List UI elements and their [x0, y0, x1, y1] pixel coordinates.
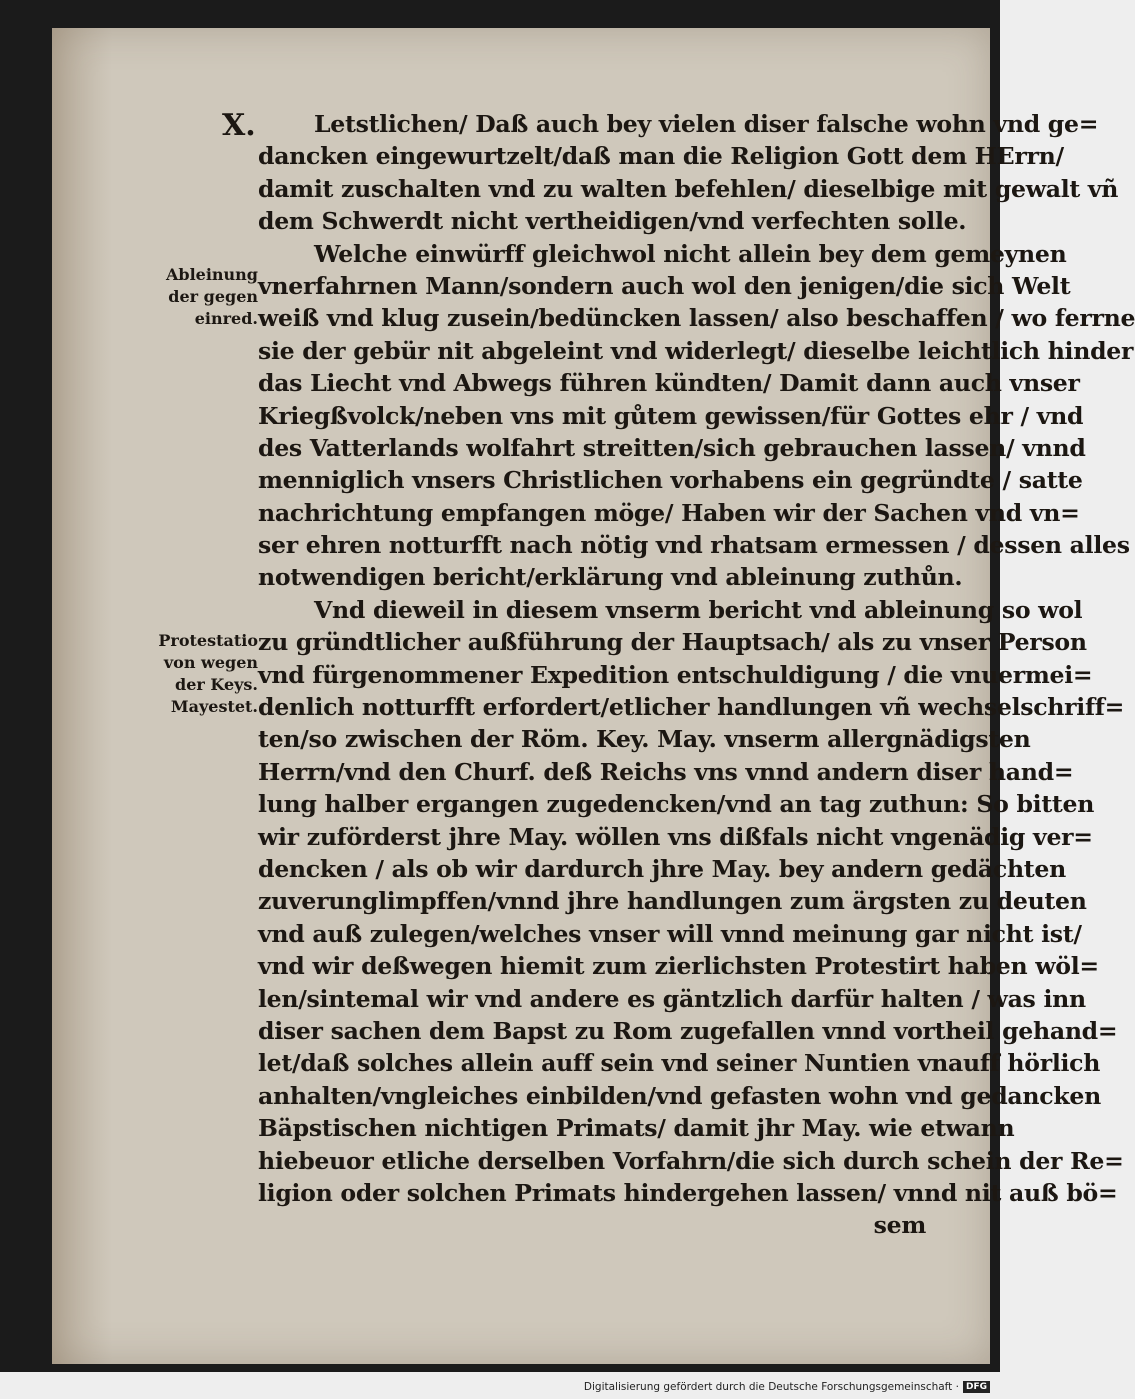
footer-text: Digitalisierung gefördert durch die Deutsche Forschungsgemeinschaft ·: [583, 1381, 959, 1393]
text-line: ser ehren notturfft nach nötig vnd rhatsam ermessen / dessen alles: [258, 531, 1130, 560]
text-line: vnd auß zulegen/welches vnser will vnnd meinung gar nicht ist/: [258, 919, 1082, 948]
text-line: weiß vnd klug zusein/bedüncken lassen/ also beschaffen / wo ferrne: [258, 304, 1135, 333]
text-line: len/sintemal wir vnd andere es gäntzlich darfür halten / was inn: [258, 984, 1086, 1013]
text-line: Bäpstischen nichtigen Primats/ damit jhr May. wie etwann: [258, 1114, 1015, 1143]
text-line: vnerfahrnen Mann/sondern auch wol den jenigen/die sich Welt: [258, 271, 1071, 300]
digitization-footer: [584, 1381, 990, 1393]
text-line: Kriegßvolck/neben vns mit gůtem gewissen/für Gottes ehr / vnd: [258, 401, 1084, 430]
margin-note-line: der gegen: [168, 287, 258, 306]
text-line: sie der gebür nit abgeleint vnd widerlegt/ dieselbe leichtlich hinder: [258, 336, 1134, 365]
text-line: das Liecht vnd Abwegs führen kündten/ Damit dann auch vnser: [258, 369, 1080, 398]
text-line: Welche einwürff gleichwol nicht allein bey dem gemeynen: [314, 239, 1067, 268]
text-line: notwendigen bericht/erklärung vnd ableinung zuthůn.: [258, 563, 963, 592]
text-line: Vnd dieweil in diesem vnserm bericht vnd ableinung so wol: [314, 595, 1083, 624]
margin-note-line: Protestatio: [158, 631, 258, 650]
text-line: hiebeuor etliche derselben Vorfahrn/die sich durch schein der Re=: [258, 1146, 1124, 1175]
dfg-logo-icon: DFG: [963, 1381, 990, 1393]
margin-note-line: Mayestet.: [170, 697, 258, 716]
margin-note-protestatio: [118, 630, 258, 718]
text-line: vnd wir deßwegen hiemit zum zierlichsten Protestirt haben wöl=: [258, 952, 1099, 981]
margin-note-ableinung: [118, 264, 258, 330]
text-line: ten/so zwischen der Röm. Key. May. vnserm allergnädigsten: [258, 725, 1031, 754]
text-line: let/daß solches allein auff sein vnd seiner Nuntien vnauff hörlich: [258, 1049, 1101, 1078]
section-number: X.: [222, 108, 256, 143]
margin-note-line: der Keys.: [175, 675, 258, 694]
text-line: damit zuschalten vnd zu walten befehlen/ dieselbige mit gewalt vñ: [258, 174, 1119, 203]
text-line: Letstlichen/ Daß auch bey vielen diser falsche wohn vnd ge=: [314, 110, 1099, 138]
text-line: denlich notturfft erfordert/etlicher handlungen vñ wechselschriff=: [258, 693, 1125, 722]
text-line: dancken eingewurtzelt/daß man die Religion Gott dem HErrn/: [258, 142, 1064, 171]
catchword: sem: [873, 1211, 926, 1240]
text-line: zu gründtlicher außführung der Hauptsach/ als zu vnser Person: [258, 628, 1087, 657]
text-line: diser sachen dem Bapst zu Rom zugefallen vnnd vortheil gehand=: [258, 1016, 1118, 1045]
margin-note-line: von wegen: [163, 653, 258, 672]
margin-note-line: einred.: [194, 309, 258, 328]
page-edge-stain: [52, 28, 112, 1364]
text-line: Herrn/vnd den Churf. deß Reichs vns vnnd andern diser hand=: [258, 757, 1074, 786]
text-line: wir zuförderst jhre May. wöllen vns dißfals nicht vngenädig ver=: [258, 822, 1093, 851]
body-text: [258, 108, 1135, 1242]
text-line: vnd fürgenommener Expedition entschuldigung / die vnuermei=: [258, 660, 1093, 689]
text-line: anhalten/vngleiches einbilden/vnd gefasten wohn vnd gedancken: [258, 1081, 1101, 1110]
text-line: des Vatterlands wolfahrt streitten/sich gebrauchen lassen/ vnnd: [258, 433, 1086, 462]
margin-note-line: Ableinung: [165, 265, 258, 284]
text-line: ligion oder solchen Primats hindergehen lassen/ vnnd nit auß bö=: [258, 1178, 1118, 1207]
text-line: lung halber ergangen zugedencken/vnd an tag zuthun: So bitten: [258, 790, 1095, 819]
text-line: dencken / als ob wir dardurch jhre May. bey andern gedächten: [258, 854, 1066, 883]
text-line: zuverunglimpffen/vnnd jhre handlungen zum ärgsten zu deuten: [258, 887, 1087, 916]
text-line: menniglich vnsers Christlichen vorhabens ein gegründte / satte: [258, 466, 1083, 495]
text-line: dem Schwerdt nicht vertheidigen/vnd verfechten solle.: [258, 207, 967, 236]
text-line: nachrichtung empfangen möge/ Haben wir der Sachen vnd vn=: [258, 498, 1080, 527]
